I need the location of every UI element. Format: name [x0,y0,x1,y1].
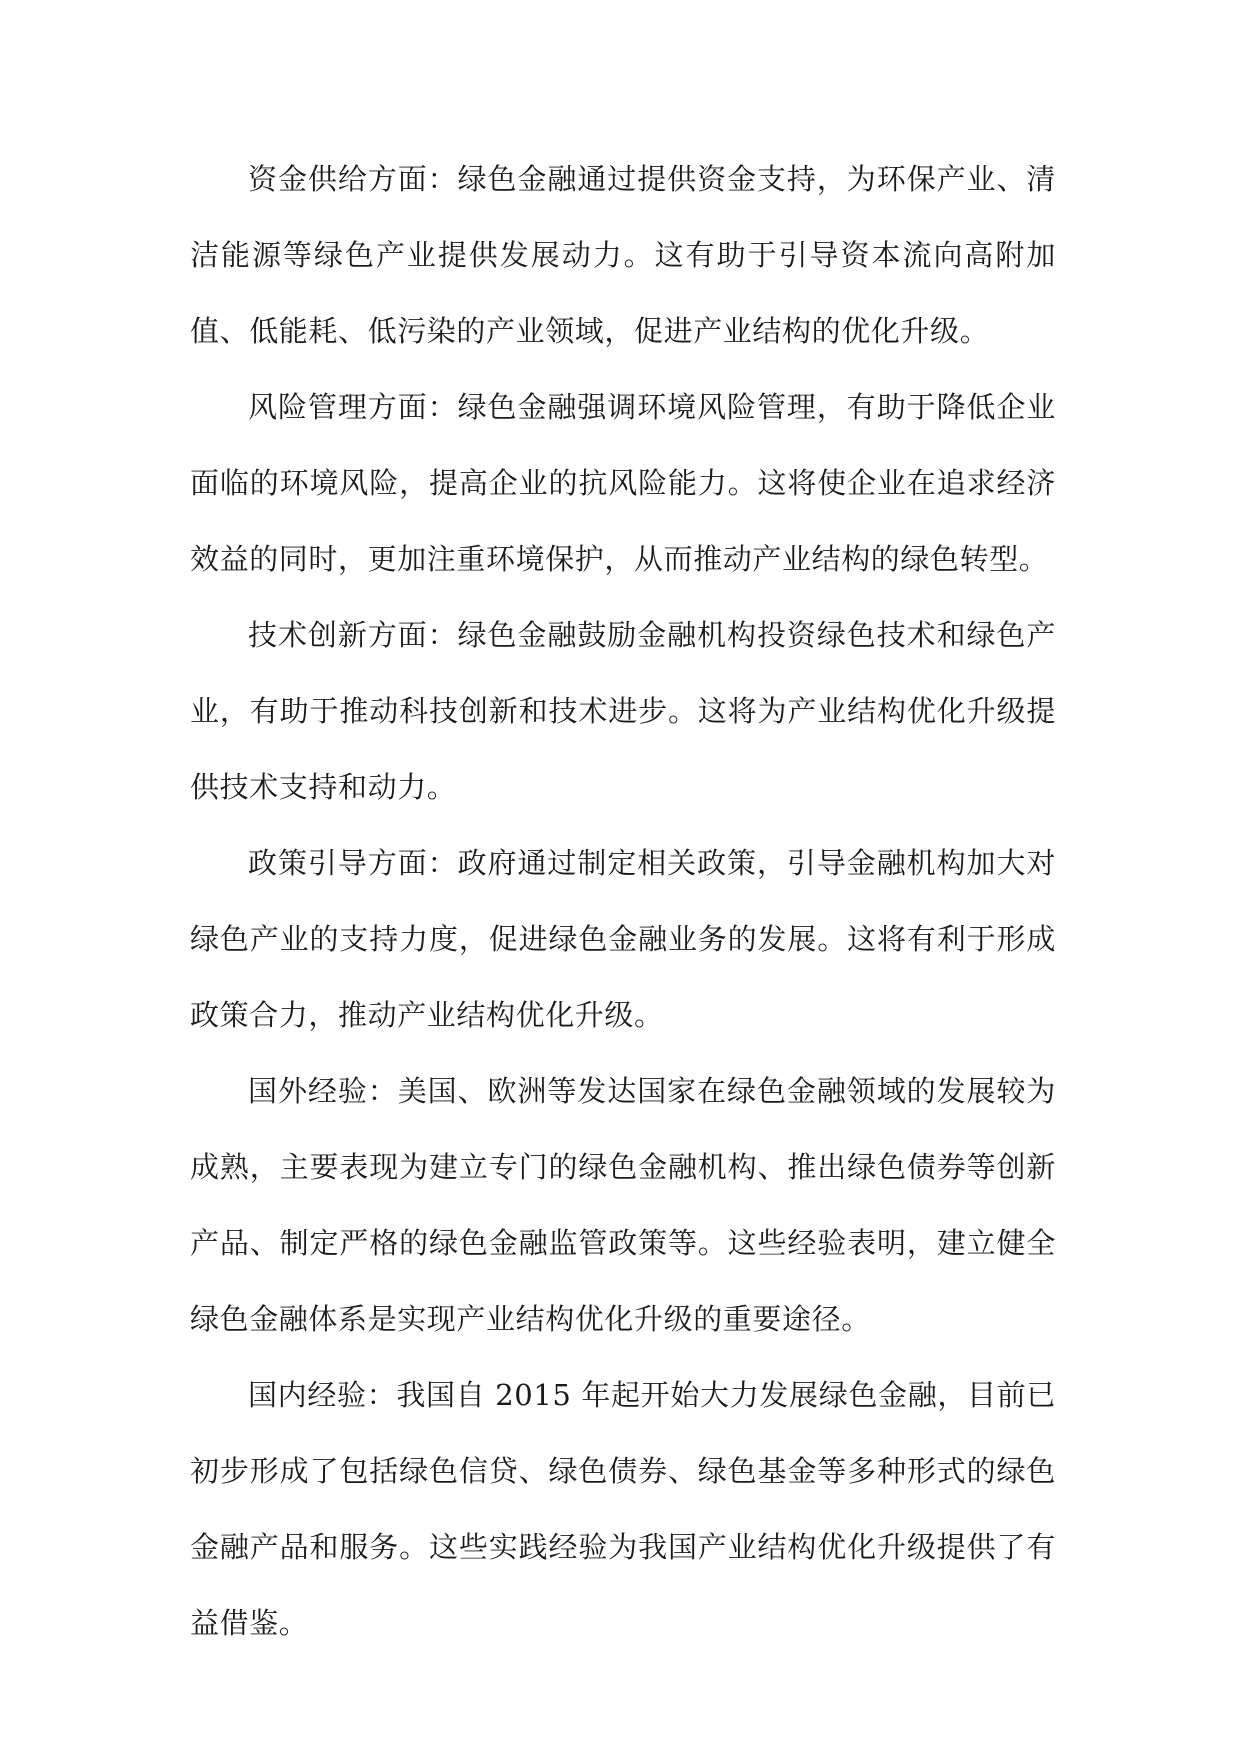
paragraph-funding-supply: 资金供给方面：绿色金融通过提供资金支持，为环保产业、清洁能源等绿色产业提供发展动力。这有助于引导资本流向高附加值、低能耗、低污染的产业领域，促进产业结构的优化升级。 [190,162,1056,348]
paragraph-risk-management: 风险管理方面：绿色金融强调环境风险管理，有助于降低企业面临的环境风险，提高企业的抗风险能力。这将使企业在追求经济效益的同时，更加注重环境保护，从而推动产业结构的绿色转型。 [190,390,1056,576]
document-body [190,141,1056,1661]
paragraph-domestic-experience: 国内经验：我国自 2015 年起开始大力发展绿色金融，目前已初步形成了包括绿色信贷、绿色债券、绿色基金等多种形式的绿色金融产品和服务。这些实践经验为我国产业结构优化升级提供了有益借鉴。 [190,1378,1056,1640]
paragraph-foreign-experience: 国外经验：美国、欧洲等发达国家在绿色金融领域的发展较为成熟，主要表现为建立专门的绿色金融机构、推出绿色债券等创新产品、制定严格的绿色金融监管政策等。这些经验表明，建立健全绿色金融体系是实现产业结构优化升级的重要途径。 [190,1074,1056,1336]
paragraph-policy-guidance: 政策引导方面：政府通过制定相关政策，引导金融机构加大对绿色产业的支持力度，促进绿色金融业务的发展。这将有利于形成政策合力，推动产业结构优化升级。 [190,846,1056,1032]
paragraph-tech-innovation: 技术创新方面：绿色金融鼓励金融机构投资绿色技术和绿色产业，有助于推动科技创新和技术进步。这将为产业结构优化升级提供技术支持和动力。 [190,618,1056,804]
